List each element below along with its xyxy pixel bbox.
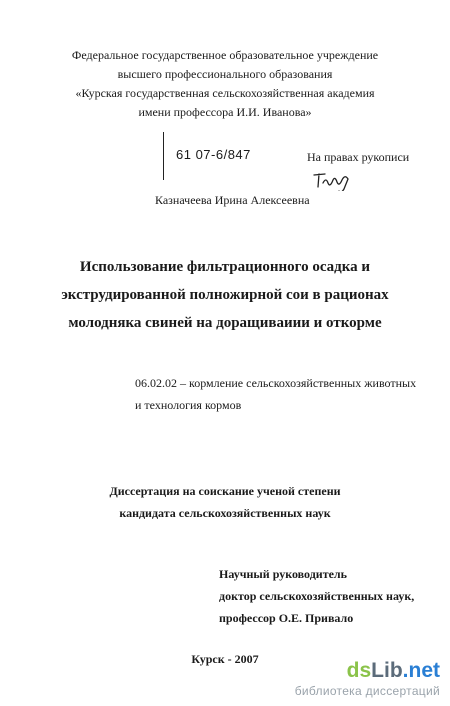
stamp-vertical-line: [163, 132, 164, 180]
specialty-line-1: 06.02.02 – кормление сельскохозяйственных животных: [135, 376, 417, 390]
watermark-logo: dsLib.net: [346, 659, 440, 682]
institution-header: [0, 46, 450, 122]
document-number: 61 07-6/847: [176, 147, 251, 162]
watermark[interactable]: [295, 660, 440, 698]
degree-block: [0, 480, 450, 524]
supervisor-line-1: Научный руководитель: [219, 567, 347, 581]
supervisor-line-3: профессор О.Е. Привало: [219, 611, 354, 625]
supervisor-block: [219, 563, 414, 629]
handwritten-signature: [311, 169, 361, 191]
degree-line-1: Диссертация на соискание ученой степени: [109, 484, 341, 498]
dissertation-title: [0, 253, 450, 337]
title-line-3: молодняка свиней на доращиваиии и откорме: [68, 315, 382, 331]
degree-line-2: кандидата сельскохозяйственных наук: [119, 506, 331, 520]
author-name: Казначеева Ирина Алексеевна: [155, 193, 310, 207]
city-year: Курск - 2007: [191, 652, 259, 666]
header-line-1: Федеральное государственное образовательное учреждение: [71, 48, 379, 62]
specialty-block: [135, 372, 416, 416]
specialty-line-2: и технология кормов: [135, 398, 242, 412]
rights-label: На правах рукописи: [307, 150, 410, 164]
header-line-3: «Курская государственная сельскохозяйственная академия: [75, 86, 375, 100]
header-line-2: высшего профессионального образования: [117, 67, 333, 81]
title-line-2: экструдированной полножирной сои в рационах: [61, 287, 389, 303]
supervisor-line-2: доктор сельскохозяйственных наук,: [219, 589, 415, 603]
header-line-4: имени профессора И.И. Иванова»: [138, 105, 312, 119]
watermark-tagline: библиотека диссертаций: [294, 684, 440, 698]
title-line-1: Использование фильтрационного осадка и: [79, 259, 371, 275]
